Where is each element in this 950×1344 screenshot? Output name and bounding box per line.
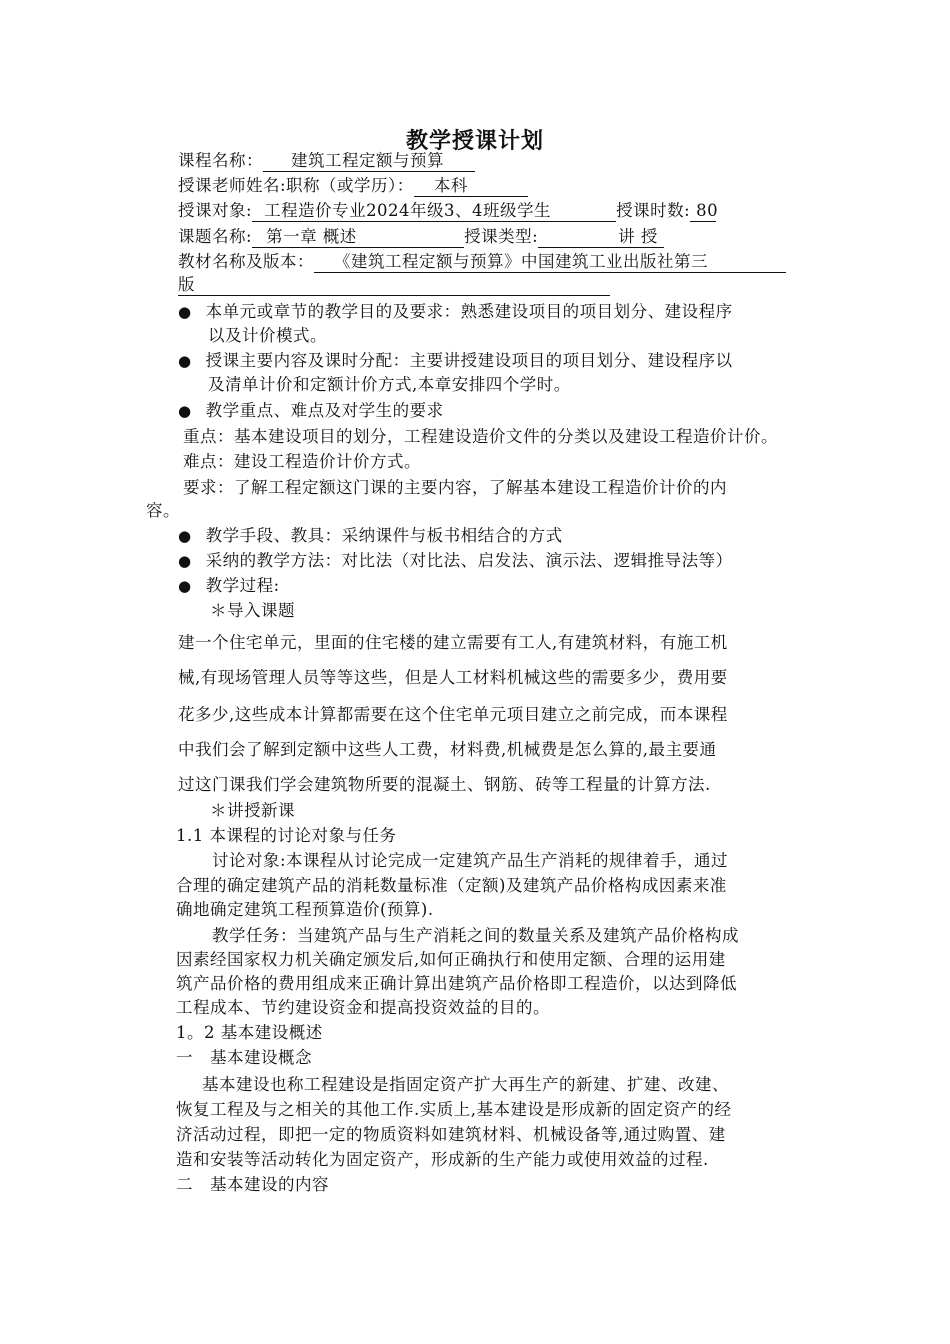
target-label: 授课对象: — [178, 201, 253, 220]
object-line: 讨论对象:本课程从讨论完成一定建筑产品生产消耗的规律着手，通过 — [212, 851, 729, 870]
teacher-label: 授课老师姓名:职称（或学历）： — [178, 176, 414, 195]
topic-line — [178, 226, 664, 248]
key-point: 重点：基本建设项目的划分，工程建设造价文件的分类以及建设工程造价计价。 — [183, 427, 778, 446]
type-value: 讲 授 — [538, 227, 664, 248]
section-1-2: 1。2 基本建设概述 — [176, 1023, 323, 1042]
type-label: 授课类型: — [464, 227, 539, 246]
objectives-cont: 以及计价模式。 — [208, 326, 327, 345]
object-line: 合理的确定建筑产品的消耗数量标准（定额)及建筑产品价格构成因素来准 — [176, 876, 727, 895]
book-value-cont: 版 — [178, 275, 610, 296]
task-line: 教学任务：当建筑产品与生产消耗之间的数量关系及建筑产品价格构成 — [212, 926, 739, 945]
intro-line: 建一个住宅单元，里面的住宅楼的建立需要有工人,有建筑材料，有施工机 — [178, 633, 728, 652]
bullet-icon: ● — [178, 303, 192, 321]
book-label: 教材名称及版本： — [178, 252, 314, 271]
concept-line: 济活动过程，即把一定的物质资料如建筑材料、机械设备等,通过购置、建 — [176, 1125, 726, 1144]
tools-text: 教学手段、教具：采纳课件与板书相结合的方式 — [205, 526, 563, 545]
book-line — [178, 251, 786, 273]
intro-line: 械,有现场管理人员等等这些，但是人工材料机械这些的需要多少，费用要 — [178, 668, 728, 687]
hours-label: 授课时数: — [616, 201, 691, 220]
book-line-2 — [178, 274, 610, 296]
course-name-label: 课程名称： — [178, 151, 263, 170]
lecture-heading: ＊讲授新课 — [210, 801, 295, 820]
intro-line: 中我们会了解到定额中这些人工费，材料费,机械费是怎么算的,最主要通 — [178, 740, 717, 759]
bullet-content — [178, 350, 733, 372]
methods-text: 采纳的教学方法：对比法（对比法、启发法、演示法、逻辑推导法等） — [205, 551, 733, 570]
bullet-icon: ● — [178, 577, 192, 595]
requirement: 要求：了解工程定额这门课的主要内容，了解基本建设工程造价计价的内 — [183, 478, 727, 497]
difficulty: 难点：建设工程造价计价方式。 — [183, 452, 421, 471]
subsection-1: 一 基本建设概念 — [176, 1048, 312, 1067]
bullet-icon: ● — [178, 527, 192, 545]
bullet-process — [178, 575, 280, 597]
course-name-value: 建筑工程定额与预算 — [263, 151, 475, 172]
target-value: 工程造价专业2024年级3、4班级学生 — [252, 201, 616, 222]
bullet-icon: ● — [178, 552, 192, 570]
course-name-line — [178, 150, 475, 172]
bullet-icon: ● — [178, 352, 192, 370]
object-line: 确地确定建筑工程预算造价(预算). — [176, 900, 434, 919]
topic-value: 第一章 概述 — [252, 227, 464, 248]
concept-line: 基本建设也称工程建设是指固定资产扩大再生产的新建、扩建、改建、 — [202, 1075, 729, 1094]
requirement-cont: 容。 — [146, 501, 180, 520]
bullet-focus — [178, 400, 444, 422]
teacher-value: 本科 — [414, 176, 528, 197]
book-value: 《建筑工程定额与预算》中国建筑工业出版社第三 — [314, 252, 786, 273]
teacher-line — [178, 175, 528, 197]
content-text: 授课主要内容及课时分配：主要讲授建设项目的项目划分、建设程序以 — [205, 351, 733, 370]
process-text: 教学过程: — [205, 576, 280, 595]
intro-line: 过这门课我们学会建筑物所要的混凝土、钢筋、砖等工程量的计算方法. — [178, 775, 711, 794]
page-title: 教学授课计划 — [405, 128, 544, 154]
task-line: 筑产品价格的费用组成来正确计算出建筑产品价格即工程造价，以达到降低 — [176, 974, 737, 993]
section-1-1: 1.1 本课程的讨论对象与任务 — [176, 826, 397, 845]
subsection-2: 二 基本建设的内容 — [176, 1175, 329, 1194]
task-line: 因素经国家权力机关确定颁发后,如何正确执行和使用定额、合理的运用建 — [176, 950, 726, 969]
concept-line: 造和安装等活动转化为固定资产，形成新的生产能力或使用效益的过程. — [176, 1150, 709, 1169]
bullet-icon: ● — [178, 402, 192, 420]
bullet-methods — [178, 550, 733, 572]
intro-line: 花多少,这些成本计算都需要在这个住宅单元项目建立之前完成，而本课程 — [178, 705, 728, 724]
topic-label: 课题名称: — [178, 227, 253, 246]
concept-line: 恢复工程及与之相关的其他工作.实质上,基本建设是形成新的固定资产的经 — [176, 1100, 732, 1119]
intro-heading: ＊导入课题 — [210, 601, 295, 620]
objectives-text: 本单元或章节的教学目的及要求：熟悉建设项目的项目划分、建设程序 — [205, 302, 733, 321]
bullet-objectives — [178, 301, 733, 323]
hours-value: 80 — [690, 201, 716, 222]
target-line — [178, 200, 719, 222]
focus-text: 教学重点、难点及对学生的要求 — [205, 401, 444, 420]
task-line: 工程成本、节约建设资金和提高投资效益的目的。 — [176, 998, 550, 1017]
bullet-tools — [178, 525, 563, 547]
content-cont: 及清单计价和定额计价方式,本章安排四个学时。 — [208, 375, 571, 394]
